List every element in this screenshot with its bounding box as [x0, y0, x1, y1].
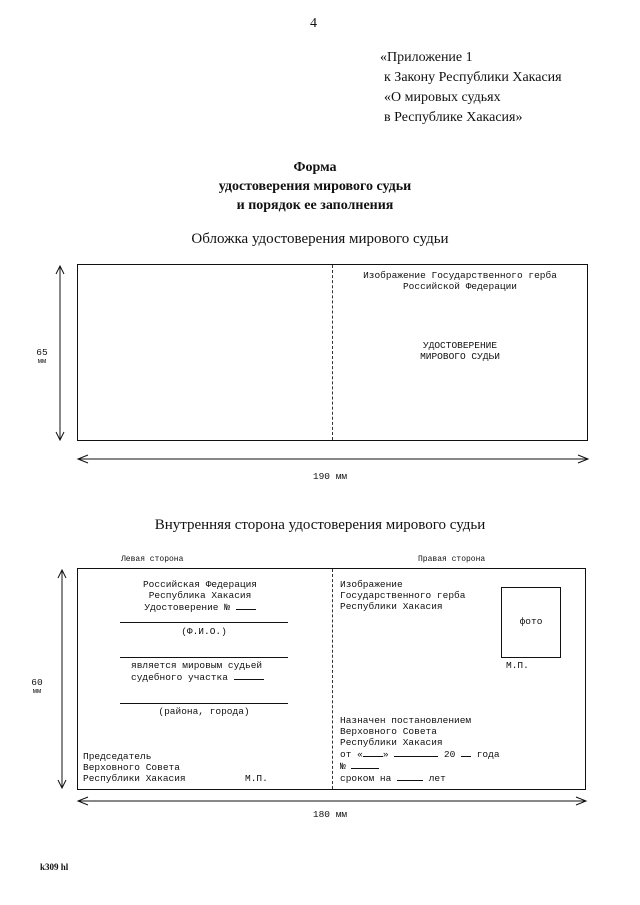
number-sign: №: [340, 761, 346, 772]
date-mid: »: [382, 749, 389, 760]
chairman-signature: [83, 751, 186, 784]
cover-height-label: [30, 347, 54, 366]
court-section-blank: [234, 671, 264, 680]
inner-height-arrow: [52, 568, 72, 790]
date-year-blank: [461, 748, 471, 757]
fio-caption: (Ф.И.О.): [181, 626, 227, 637]
appointment-number: [340, 760, 500, 772]
certificate-number-blank: [236, 601, 256, 610]
inner-height-label: [26, 677, 48, 696]
right-emblem-caption: [340, 579, 465, 612]
inner-width-label: 180 мм: [312, 809, 348, 820]
footer-code: k309 hl: [40, 862, 69, 872]
date-prefix: от «: [340, 749, 363, 760]
court-section: [131, 671, 264, 683]
right-seal-place: М.П.: [506, 660, 529, 671]
left-line: Российская Федерация: [142, 579, 258, 590]
cover-doc-line: УДОСТОВЕРЕНИЕ: [422, 340, 498, 351]
cover-width-label: 190 мм: [312, 471, 348, 482]
right-side-label: Правая сторона: [418, 555, 486, 564]
appointment-line: Верховного Совета: [340, 726, 437, 737]
left-seal-place: М.П.: [245, 773, 268, 784]
cover-emblem-caption: [334, 270, 586, 292]
inner-heading: Внутренняя сторона удостоверения мирового судьи: [154, 517, 486, 533]
title-line: удостоверения мирового судьи: [218, 179, 412, 194]
inner-fold-line: [332, 569, 333, 789]
right-emblem-line: Изображение: [340, 579, 403, 590]
judge-status: является мировым судьей: [131, 660, 263, 671]
appendix-line: к Закону Республики Хакасия: [384, 70, 562, 85]
left-line: [100, 601, 300, 613]
document-title: [160, 158, 470, 215]
right-emblem-line: Государственного герба: [340, 590, 466, 601]
term-blank: [397, 772, 423, 781]
right-emblem-line: Республики Хакасия: [340, 601, 443, 612]
cover-height-unit: мм: [37, 358, 47, 366]
cover-doc-line: МИРОВОГО СУДЬИ: [420, 351, 500, 362]
photo-placeholder: [501, 587, 561, 658]
district-caption: (района, города): [158, 706, 250, 717]
inner-width-arrow: [76, 794, 588, 808]
appendix-line: «О мировых судьях: [384, 90, 501, 105]
date-month-blank: [394, 748, 438, 757]
certificate-number-label: Удостоверение №: [144, 602, 230, 613]
inner-height-unit: мм: [32, 688, 42, 696]
term-suffix: лет: [428, 773, 446, 784]
appointment-term: [340, 772, 500, 784]
appendix-line: в Республике Хакасия»: [384, 110, 523, 125]
appointment-line: Республики Хакасия: [340, 737, 443, 748]
appointment-date: [340, 748, 500, 760]
date-suffix: года: [476, 749, 500, 760]
district-line: [120, 703, 288, 704]
fio-line: [120, 622, 288, 623]
cover-emblem-line: Российской Федерации: [402, 281, 518, 292]
appointment-info: [340, 715, 500, 784]
cover-fold-line: [332, 265, 333, 440]
cover-width-arrow: [76, 452, 590, 466]
inner-height-value: 60: [31, 677, 43, 688]
date-year: 20: [443, 749, 456, 760]
photo-label: фото: [519, 616, 543, 627]
cover-doc-title: [334, 340, 586, 362]
cover-emblem-line: Изображение Государственного герба: [363, 270, 557, 281]
date-day-blank: [363, 748, 383, 757]
term-prefix: сроком на: [340, 773, 392, 784]
page-number: 4: [310, 16, 317, 31]
title-line: и порядок ее заполнения: [236, 198, 394, 213]
court-section-label: судебного участка: [131, 672, 228, 683]
name-line: [120, 657, 288, 658]
chairman-line: Верховного Совета: [83, 762, 180, 773]
cover-height-value: 65: [36, 347, 48, 358]
cover-heading: Обложка удостоверения мирового судьи: [191, 231, 449, 247]
chairman-line: Председатель: [83, 751, 152, 762]
appendix-line: «Приложение 1: [380, 50, 473, 65]
left-issuer: [100, 579, 300, 613]
appendix-reference: [380, 48, 562, 128]
number-blank: [351, 760, 379, 769]
left-line: Республика Хакасия: [148, 590, 252, 601]
left-side-label: Левая сторона: [121, 555, 184, 564]
title-line: Форма: [293, 160, 337, 175]
chairman-line: Республики Хакасия: [83, 773, 186, 784]
appointment-line: Назначен постановлением: [340, 715, 472, 726]
